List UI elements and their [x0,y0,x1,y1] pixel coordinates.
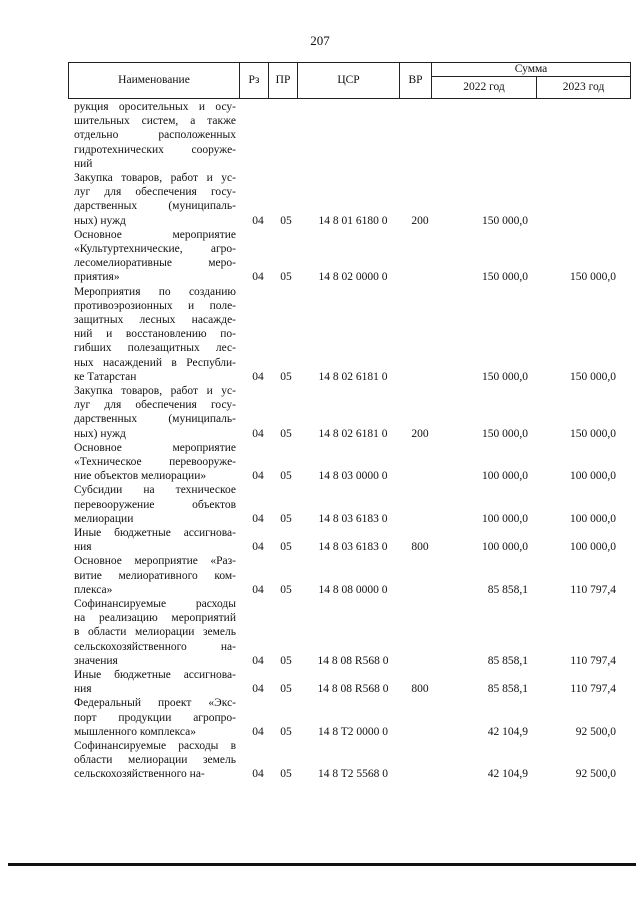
row-sum-2023: 100 000,0 [570,541,616,554]
row-pr: 05 [280,541,292,554]
header-rz: Рз [240,63,269,99]
row-name-line: Субсидии на техническое [74,484,236,497]
row-name [74,483,236,526]
row-rz: 04 [252,470,264,483]
row-name-line: гибших полезащитных лес- [74,342,236,355]
row-name-line: противоэрозионных и поле- [74,299,236,312]
row-sum-2023: 110 797,4 [570,683,616,696]
table-row [0,441,640,484]
table-row [0,668,640,696]
row-csr: 14 8 03 0000 0 [318,470,388,483]
row-name [74,228,236,285]
row-pr: 05 [280,470,292,483]
row-name [74,526,236,554]
header-year-2022: 2022 год [432,77,537,99]
row-name-line: ке Татарстан [74,370,137,383]
row-csr: 14 8 02 0000 0 [318,271,388,284]
row-rz: 04 [252,370,264,383]
row-sum-2022: 150 000,0 [482,271,528,284]
table-row [0,696,640,739]
row-sum-2023: 100 000,0 [570,512,616,525]
table-row [0,285,640,384]
row-csr: 14 8 02 6181 0 [318,427,388,440]
row-pr: 05 [280,214,292,227]
row-name [74,171,236,228]
row-sum-2022: 150 000,0 [482,214,528,227]
row-name-line: сельскохозяйственного на- [74,640,236,653]
row-sum-2022: 42 104,9 [487,725,528,738]
table-row [0,100,640,171]
row-name-line: витие мелиоративного ком- [74,569,236,582]
row-csr: 14 8 T2 0000 0 [317,725,389,738]
row-name-line: защитных лесных насажде- [74,313,236,326]
row-pr: 05 [280,271,292,284]
row-name-line: ние объектов мелиорации» [74,470,207,483]
row-rz: 04 [252,725,264,738]
row-name-line: дарственных (муниципаль- [74,200,236,213]
row-name-line: плекса» [74,583,113,596]
row-rz: 04 [252,768,264,781]
row-rz: 04 [252,214,264,227]
row-name-line: приятия» [74,271,120,284]
row-name-line: на реализацию мероприятий [74,612,236,625]
row-name [74,384,236,441]
row-name-line: ний [74,157,93,170]
page-bottom-rule [8,863,636,866]
row-name-line: луг для обеспечения госу- [74,186,236,199]
row-name-line: в области мелиорации земель [74,626,236,639]
row-name-line: рукция оросительных и осу- [74,101,236,113]
row-name-line: «Культуртехнические, агро- [74,242,236,255]
row-pr: 05 [280,583,292,596]
row-sum-2023: 150 000,0 [570,370,616,383]
row-pr: 05 [280,370,292,383]
row-vr: 800 [411,541,429,554]
row-name-line: ных) нужд [74,214,126,227]
row-name-line: шительных систем, а также [74,115,236,128]
row-rz: 04 [252,583,264,596]
header-csr: ЦСР [298,63,400,99]
row-vr: 800 [411,683,429,696]
row-name-line: Основное мероприятие «Раз- [74,555,236,568]
row-name [74,441,236,484]
row-sum-2022: 85 858,1 [487,683,528,696]
row-pr: 05 [280,427,292,440]
table-body [0,100,640,782]
row-sum-2023: 100 000,0 [570,470,616,483]
page-number: 207 [310,33,330,48]
row-name-line: Закупка товаров, работ и ус- [74,172,236,184]
row-name-line: сельскохозяйственного на- [74,768,205,781]
row-name [74,554,236,597]
row-name-line: отдельно расположенных [74,129,236,142]
row-pr: 05 [280,512,292,525]
row-rz: 04 [252,512,264,525]
row-sum-2022: 85 858,1 [487,654,528,667]
row-csr: 14 8 01 6180 0 [318,214,388,227]
table-row [0,228,640,285]
row-pr: 05 [280,768,292,781]
row-sum-2022: 100 000,0 [482,512,528,525]
row-name-line: гидротехнических сооруже- [74,143,236,156]
table-row [0,554,640,597]
row-name-line: Основное мероприятие [74,228,236,241]
row-vr: 200 [411,427,429,440]
row-name-line: Софинансируемые расходы в [74,739,236,752]
row-pr: 05 [280,654,292,667]
table-row [0,483,640,526]
row-sum-2023: 110 797,4 [570,583,616,596]
row-csr: 14 8 02 6181 0 [318,370,388,383]
row-name-line: Федеральный проект «Экс- [74,697,236,710]
row-name-line: ных насаждений в Республи- [74,356,236,369]
row-name-line: лесомелиоративные меро- [74,257,236,270]
row-rz: 04 [252,654,264,667]
row-rz: 04 [252,541,264,554]
row-name-line: порт продукции агропро- [74,711,236,724]
row-sum-2022: 100 000,0 [482,470,528,483]
row-sum-2022: 42 104,9 [487,768,528,781]
row-pr: 05 [280,683,292,696]
row-sum-2022: 150 000,0 [482,370,528,383]
row-rz: 04 [252,271,264,284]
row-name-line: луг для обеспечения госу- [74,399,236,412]
table-row [0,597,640,668]
row-sum-2023: 110 797,4 [570,654,616,667]
row-name-line: Мероприятия по созданию [74,285,236,298]
row-name-line: Софинансируемые расходы [74,597,236,610]
row-name-line: Основное мероприятие [74,441,236,454]
row-pr: 05 [280,725,292,738]
row-csr: 14 8 08 R568 0 [317,654,389,667]
table-header [68,62,631,99]
row-name-line: перевооружение объектов [74,498,236,511]
row-rz: 04 [252,427,264,440]
table-row [0,384,640,441]
row-csr: 14 8 T2 5568 0 [317,768,389,781]
row-name-line: Закупка товаров, работ и ус- [74,384,236,397]
row-name [74,696,236,739]
row-sum-2022: 85 858,1 [487,583,528,596]
header-vr: ВР [400,63,432,99]
row-name-line: значения [74,654,118,667]
row-name [74,285,236,384]
row-name [74,739,236,782]
row-name-line: мышленного комплекса» [74,725,197,738]
row-name-line: ний и восстановлению по- [74,328,236,341]
row-sum-2023: 92 500,0 [575,768,616,781]
row-name-line: ния [74,683,92,696]
header-year-2023: 2023 год [537,77,631,99]
row-rz: 04 [252,683,264,696]
header-sum: Сумма [432,63,631,77]
row-csr: 14 8 08 R568 0 [317,683,389,696]
table-row [0,526,640,554]
row-sum-2022: 150 000,0 [482,427,528,440]
row-vr: 200 [411,214,429,227]
row-name-line: дарственных (муниципаль- [74,413,236,426]
row-name [74,100,236,171]
header-name: Наименование [69,63,240,99]
row-name [74,597,236,668]
row-sum-2023: 150 000,0 [570,427,616,440]
row-name-line: Иные бюджетные ассигнова- [74,526,236,539]
row-csr: 14 8 03 6183 0 [318,512,388,525]
row-sum-2023: 150 000,0 [570,271,616,284]
row-name [74,668,236,696]
row-name-line: мелиорации [74,512,134,525]
row-sum-2022: 100 000,0 [482,541,528,554]
table-row [0,171,640,228]
row-sum-2023: 92 500,0 [575,725,616,738]
header-pr: ПР [269,63,298,99]
row-name-line: Иные бюджетные ассигнова- [74,668,236,681]
row-csr: 14 8 08 0000 0 [318,583,388,596]
row-name-line: области мелиорации земель [74,754,236,767]
row-name-line: ния [74,541,92,554]
row-name-line: «Техническое перевооруже- [74,455,236,468]
row-csr: 14 8 03 6183 0 [318,541,388,554]
row-name-line: ных) нужд [74,427,126,440]
table-row [0,739,640,782]
